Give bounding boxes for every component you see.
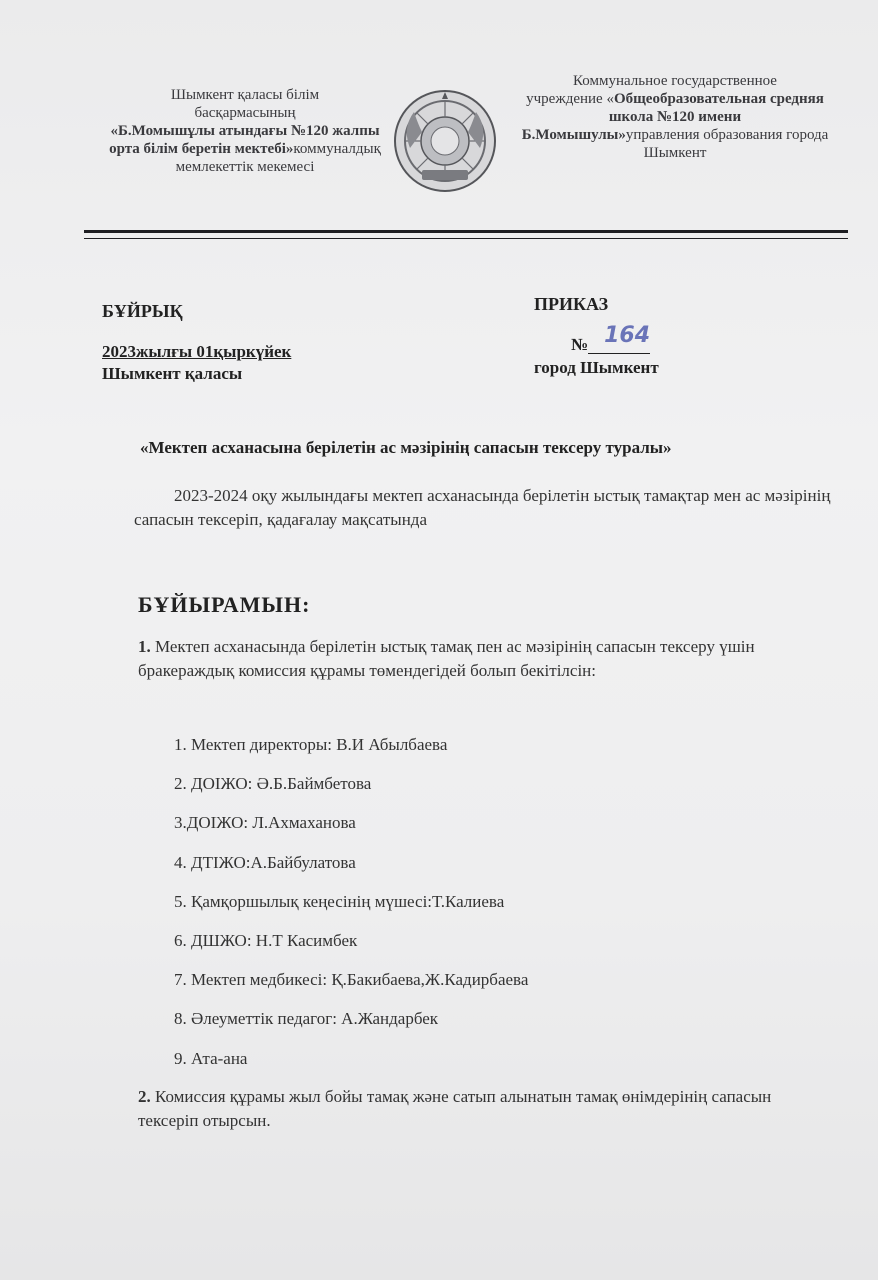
org-school-name: «Б.Момышұлы атындағы №120 жалпы орта білім беретін мектебі» [109, 123, 380, 157]
order-title-kazakh: БҰЙРЫҚ [102, 301, 183, 321]
header-divider-thick [84, 230, 848, 233]
list-item: 5. Қамқоршылық кеңесінің мүшесі:Т.Калиева [174, 891, 505, 911]
org-line-2: басқармасының [194, 105, 296, 121]
org-type: коммуналдық мемлекеттік мекемесі [175, 141, 381, 175]
order-heading: БҰЙЫРАМЫН: [138, 592, 311, 617]
point-1-number: 1. [138, 637, 151, 656]
org-ru-line-1: Коммунальное государственное [573, 73, 777, 89]
order-city-kazakh: Шымкент қаласы [102, 364, 243, 383]
org-ru-school-name: Общеобразовательная средняя школа №120 имени Б.Момышулы» [521, 91, 824, 143]
header-divider-thin [84, 238, 848, 239]
org-name-kazakh [100, 86, 390, 176]
org-ru-type: управления образования города Шымкент [625, 127, 829, 161]
list-item: 7. Мектеп медбикесі: Қ.Бакибаева,Ж.Кадирбаева [174, 970, 529, 990]
list-item: 6. ДШЖО: Н.Т Касимбек [174, 930, 358, 950]
org-name-russian [520, 72, 830, 162]
org-ru-prefix: учреждение « [526, 91, 614, 107]
point-2-number: 2. [138, 1087, 151, 1106]
intro-paragraph: 2023-2024 оқу жылындағы мектеп асханасында берілетін ыстық тамақтар мен ас мәзірінің сапасын тексеріп, қадағалау мақсатында [134, 486, 831, 529]
org-line-1: Шымкент қаласы білім [170, 87, 320, 103]
list-item: 9. Ата-ана [174, 1048, 248, 1068]
handwritten-number: 164 [604, 323, 651, 348]
order-number [571, 323, 651, 355]
document-title: «Мектеп асханасына берілетін ас мәзірінің сапасын тексеру туралы» [140, 438, 672, 457]
state-emblem-icon [392, 88, 498, 194]
list-item: 4. ДТІЖО:А.Байбулатова [174, 852, 356, 872]
list-item: 1. Мектеп директоры: В.И Абылбаева [174, 735, 448, 754]
list-item: 2. ДОІЖО: Ә.Б.Баймбетова [174, 774, 372, 794]
list-item: 8. Әлеуметтік педагог: А.Жандарбек [174, 1009, 439, 1029]
order-city-russian: город Шымкент [534, 358, 659, 377]
list-item: 3.ДОІЖО: Л.Ахмаханова [174, 813, 356, 833]
point-2-text: Комиссия құрамы жыл бойы тамақ және сатып алынатын тамақ өнімдерінің сапасын тексеріп отырсын. [138, 1087, 772, 1130]
point-2 [138, 1085, 798, 1133]
commission-member-list [174, 733, 528, 1086]
order-date: 2023жылғы 01қыркүйек [102, 342, 292, 361]
order-title-russian: ПРИКАЗ [534, 294, 609, 314]
point-1 [138, 635, 798, 683]
number-prefix: № [571, 335, 589, 354]
point-1-text: Мектеп асханасында берілетін ыстық тамақ пен ас мәзірінің сапасын тексеру үшін бракераждық комиссия құрамы төмендегідей болып бекітілсін: [138, 637, 755, 680]
